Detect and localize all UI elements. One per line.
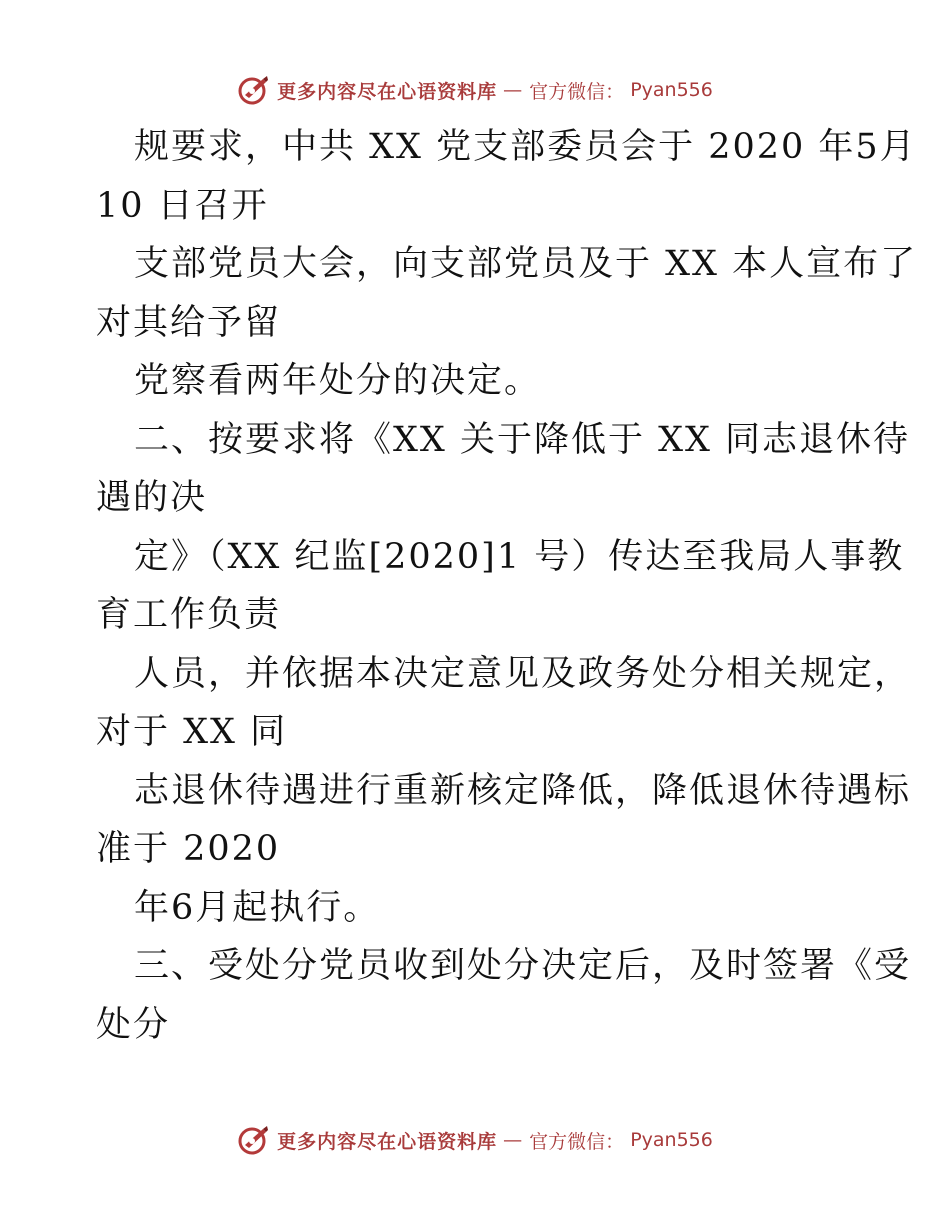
body-line: 遇的决 [96, 478, 208, 518]
banner-slogan: 更多内容尽在心语资料库 [277, 80, 498, 103]
pen-logo-icon [237, 73, 271, 107]
body-line: 定》（XX 纪监[2020]1 号）传达至我局人事教 [134, 536, 905, 577]
banner-wechat-id: Pyan556 [630, 79, 713, 101]
header-banner [0, 70, 950, 110]
banner-slogan: 更多内容尽在心语资料库 [277, 1130, 498, 1153]
banner-wechat-label: 官方微信： [529, 1130, 625, 1153]
body-line: 规要求，中共 XX 党支部委员会于 2020 年5月 [134, 127, 917, 167]
banner-dash: — [503, 79, 524, 101]
footer-banner-inner [237, 1123, 713, 1157]
body-line: 处分 [96, 1004, 171, 1045]
body-line: 支部党员大会，向支部党员及于 XX 本人宣布了 [134, 244, 918, 284]
body-line: 人员，并依据本决定意见及政务处分相关规定， [134, 653, 912, 694]
banner-wechat-id: Pyan556 [630, 1129, 713, 1151]
body-line: 对其给予留 [96, 302, 282, 343]
footer-banner [0, 1120, 950, 1160]
body-line: 对于 XX 同 [96, 712, 288, 752]
body-line: 志退休待遇进行重新核定降低，降低退休待遇标 [134, 770, 912, 811]
body-line: 育工作负责 [96, 595, 282, 635]
body-line: 年6月起执行。 [134, 887, 381, 928]
document-body [96, 118, 918, 1054]
banner-wechat-label: 官方微信： [529, 80, 625, 103]
header-banner-inner [237, 73, 713, 107]
body-line: 10 日召开 [96, 185, 269, 226]
body-line: 三、受处分党员收到处分决定后，及时签署《受 [134, 946, 912, 986]
body-line: 二、按要求将《XX 关于降低于 XX 同志退休待 [134, 419, 911, 460]
body-line: 准于 2020 [96, 829, 281, 869]
pen-logo-icon [237, 1123, 271, 1157]
banner-dash: — [503, 1129, 524, 1151]
body-line: 党察看两年处分的决定。 [134, 361, 542, 401]
